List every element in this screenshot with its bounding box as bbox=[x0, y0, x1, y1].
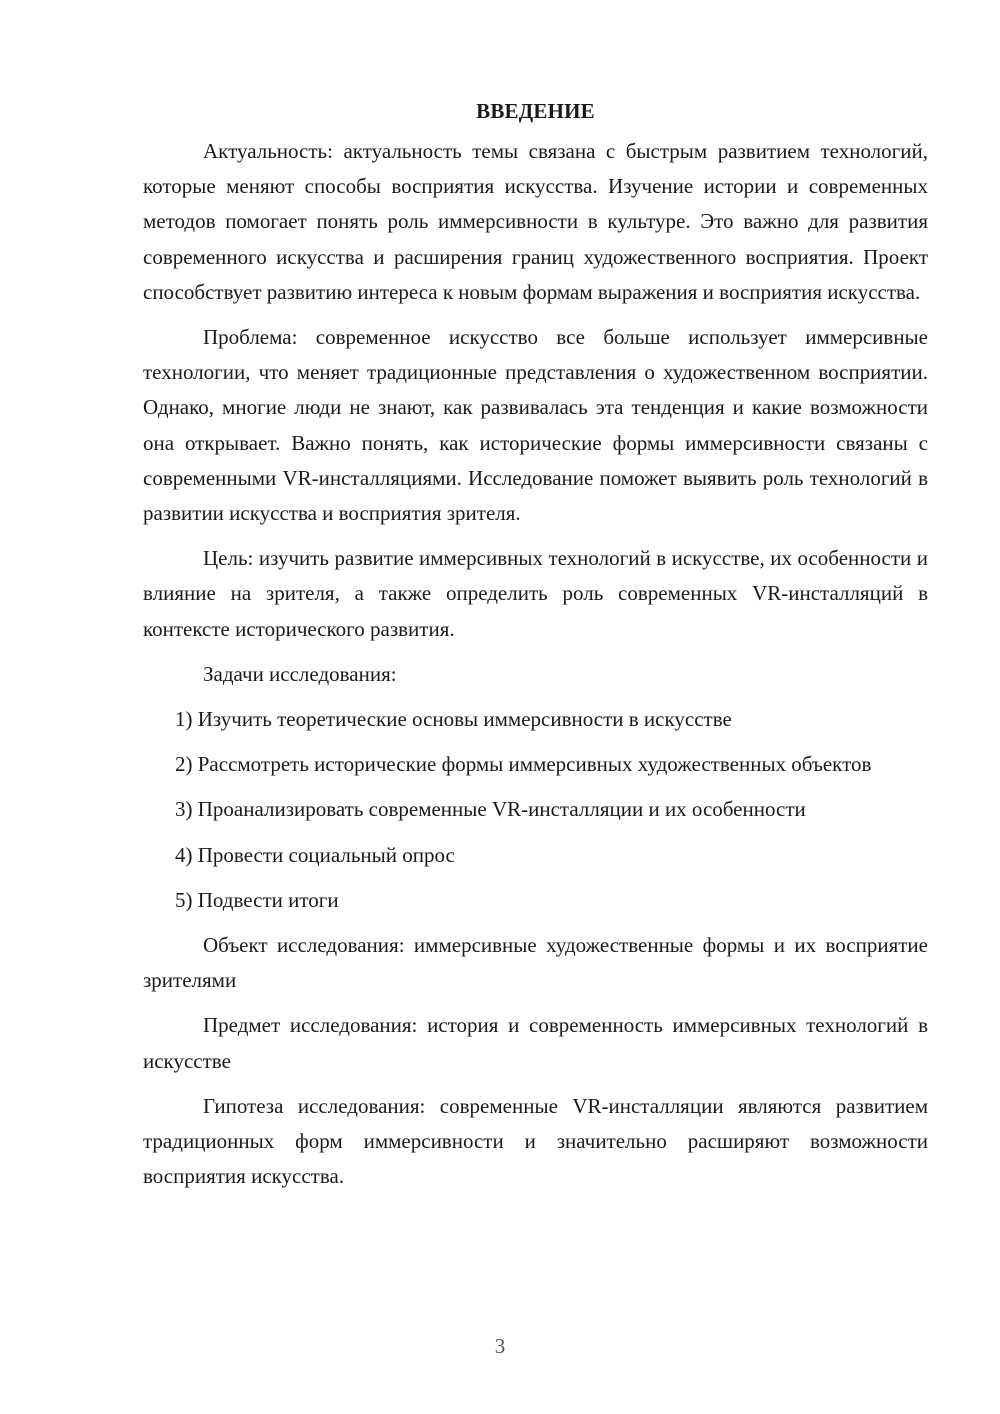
page-title: ВВЕДЕНИЕ bbox=[476, 99, 595, 123]
task-item-5: 5) Подвести итоги bbox=[175, 887, 339, 912]
page-number: 3 bbox=[494, 1334, 506, 1358]
problem-paragraph: Проблема: современное искусство все больше использует иммерсивные технологии, что меняет традиционные представления о художественном восприятии. Однако, многие люди не знают, как развивалась эта тенденция и какие возможности она открывает. Важно понять, как исторические формы иммерсивности связаны с современными VR-инсталляциями. Исследование поможет выявить роль технологий в развитии искусства и восприятия зрителя. bbox=[143, 325, 928, 526]
task-item-4: 4) Провести социальный опрос bbox=[175, 842, 455, 867]
task-item-2: 2) Рассмотреть исторические формы иммерсивных художественных объектов bbox=[175, 752, 872, 777]
document-page bbox=[143, 94, 928, 1204]
hypothesis-paragraph: Гипотеза исследования: современные VR-инсталляции являются развитием традиционных форм иммерсивности и значительно расширяют возможности восприятия искусства. bbox=[143, 1093, 928, 1189]
task-item-3: 3) Проанализировать современные VR-инсталляции и их особенности bbox=[175, 797, 806, 822]
task-item-1: 1) Изучить теоретические основы иммерсивности в искусстве bbox=[175, 707, 732, 732]
object-paragraph: Объект исследования: иммерсивные художественные формы и их восприятие зрителями bbox=[143, 933, 928, 993]
goal-paragraph: Цель: изучить развитие иммерсивных технологий в искусстве, их особенности и влияние на зрителя, а также определить роль современных VR-инсталляций в контексте исторического развития. bbox=[143, 546, 928, 641]
relevance-paragraph: Актуальность: актуальность темы связана с быстрым развитием технологий, которые меняют способы восприятия искусства. Изучение истории и современных методов помогает понять роль иммерсивности в культуре. Это важно для развития современного искусства и расширения границ художественного восприятия. Проект способствует развитию интереса к новым формам выражения и восприятия искусства. bbox=[143, 139, 928, 304]
subject-paragraph: Предмет исследования: история и современность иммерсивных технологий в искусстве bbox=[143, 1013, 928, 1073]
tasks-heading: Задачи исследования: bbox=[203, 661, 397, 686]
